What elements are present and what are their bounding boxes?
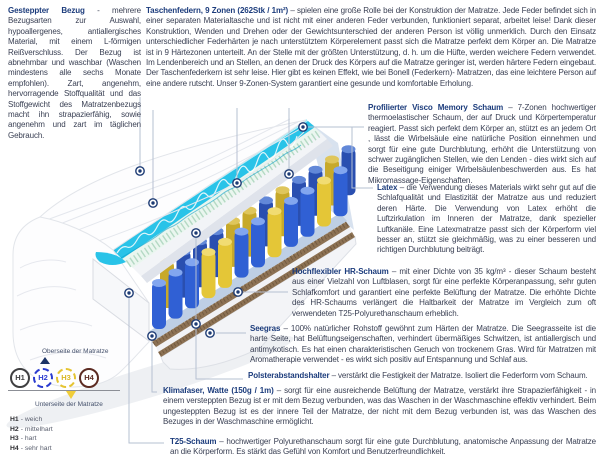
hardness-legend [8,348,148,460]
hardness-list [10,416,53,454]
section-body: – mit einer Dichte von 35 kg/m³ - dieser Schaum besteht aus einer Vielzahl von Luftblasen, sorgt für eine perfekte Körperanpassung, sehr guten Schlafkomfort und garantiert eine perfekte Belüftung der Matratze. Die erhöhte Dichte des HR-Schaums verlängert die Haltbarkeit der Matratze im Vergleich zum oft verwendeten T25-Polyurethanschaum erheblich. [292,267,597,318]
section-body: – 7-Zonen hochwertiger thermoelastischer Schaum, der auf Druck und Körpertemperatur reagiert. Passt sich perfekt dem Körper an, stützt es an jedem Ort , lässt die Wirbelsäule eine natürliche Position einnehmen und sorgt für eine gute Durchblutung, erhöht die Unterstützung von schwer zugänglichen Stellen, wie den Lenden - dies wirkt sich auf die Beseitigung einiger Wirbelsäulenbeschwerden aus. Es hat Mikromassage-Eigenschaften. [368,103,596,185]
hardness-circle-h1: H1 [10,368,30,388]
section-heading: Taschenfedern, 9 Zonen (262Stk / 1m²) [146,6,289,15]
section-heading: Hochflexibler HR-Schaum [292,267,389,276]
hardness-circle-h4: H4 [79,368,99,388]
section-body: – spielen eine große Rolle bei der Konstruktion der Matratze. Jede Feder befindet sich in einer separaten Materialtasche und ist nicht mit einer anderen Feder verbunden, funktioniert separat, arbeitet leise! Dank dieser Konstruktion, Wenden und Drehen oder der Gewichtsunterschied der anderen Person ist völlig unmerklich. Durch den Einsatz unterschiedlicher Federhärten je nach unterstütztem Körperelement passt sich die Matratze perfekt dem Körper an. Die Matratze ist in 9 Härtezonen unterteilt. An der Stelle mit der größten Unterstützung, d. h. um die Hüfte, werden weichere Federn verwendet. Im Lendenbereich und an Stellen, an denen der Druck des Körpers auf die Matratze geringer ist, werden härtere Federn eingebaut. Der Taschenfederkern ist sehr leise. Hier gibt es keinen Effekt, wie bei Bonell (Federkern)- Matratzen, das eine leichtere Person auf eine andere rutscht. Unser 9-Zonen-System garantiert eine gesunde und komfortable Erholung. [146,6,596,88]
section-heading: Polsterabstandshalter [248,371,330,380]
section-latex [377,183,596,256]
section-body: – hochwertiger Polyurethanschaum sorgt für eine gute Durchblutung, anatomische Anpassung der Matratze an die Körperform. Es stärkt das Gefühl von Komfort und Benutzerfreundlichkeit. [170,437,596,457]
section-heading: Gesteppter Bezug [8,6,85,15]
section-heading: Klimafaser, Watte (150g / 1m) [163,386,274,395]
section-heading: Seegras [250,324,281,333]
hardness-circle-h3: H3 [56,368,76,388]
section-body: - mehrere Bezugsarten zur Auswahl, hypoallergenes, antiallergisches Material, mit einem L-förmigen Reißverschluss. Der Bezug ist abnehmbar und waschbar (Waschen mindestens alle sechs Monate empfohlen). Zart, angenehm, hervorragende Stoffqualität und das Stoffgewicht des Matratzenbezugs macht ihn strapazierfähig, sowie angenehm und zart im täglichen Gebrauch. [8,6,141,140]
top-side-pointer-icon [40,357,50,364]
section-body: – sorgt für eine ausreichende Belüftung der Matratze, verstärkt ihre Strapazierfähigkeit - in einem versteppten Bezug ist er mit dem Bezug verbunden, was das Waschen in der Waschmaschine effektiv verhindert. Beim ungesteppten Bezug ist es der innere Teil der Matratze, der nicht mit dem Bezug verbunden ist, was das Waschen des Bezuges in der Waschmaschine ermöglicht. [163,386,597,427]
hardness-list-item: H3 - hart [10,435,37,443]
hardness-list-item: H1 - weich [10,416,43,423]
legend-divider [8,390,120,391]
top-side-label: Oberseite der Matratze [42,348,109,355]
section-gesteppter-bezug [8,6,141,141]
section-polsterabstandshalter [248,371,596,381]
bottom-side-label: Unterseite der Matratze [35,401,103,408]
section-heading: Profilierter Visco Memory Schaum [368,103,504,112]
section-taschenfedern [146,6,596,89]
hardness-list-item: H2 - mittelhart [10,425,53,433]
section-body: – 100% natürlicher Rohstoff gewöhnt zum Härten der Matratze. Die Seegrasseite ist die harte Seite, hat Belüftungseigenschaften, verhindert übermäßiges Schwitzen, ist antiallergisch und antimykotisch. Es hat einen charakteristischen Geruch von trockenem Gras. Wird für Matratzen mit Aromatherapie verwendet - es wirkt sich positiv auf Entspannung und Schlaf aus. [250,324,596,365]
section-heading: Latex [377,183,398,192]
hardness-circle-h2: H2 [33,368,53,388]
section-visco-memory-schaum [368,103,596,186]
section-body: – verstärkt die Festigkeit der Matratze. Isoliert die Federform vom Schaum. [329,371,588,380]
section-hr-schaum [292,267,596,319]
section-klimafaser [163,386,596,428]
section-heading: T25-Schaum [170,437,217,446]
hardness-circles [10,367,102,388]
bottom-side-pointer-icon [66,391,76,399]
section-seegras [250,324,596,366]
section-body: – die Verwendung dieses Materials wirkt sehr gut auf die Schlafqualität und Elastizität der Matratze aus und reduziert deren Härte. Die Verwendung von Latex erhöht die Luftzirkulation im Inneren der Matratze, dank spezieller Luftkanäle. Eine Latexmatratze passt sich der Körperform viel besser an, stützt sie gleichmäßig, was zu einer besseren und richtigen Durchblutung beiträgt. [377,183,596,255]
hardness-list-item: H4 - sehr hart [10,444,52,452]
section-t25-schaum [170,437,596,458]
